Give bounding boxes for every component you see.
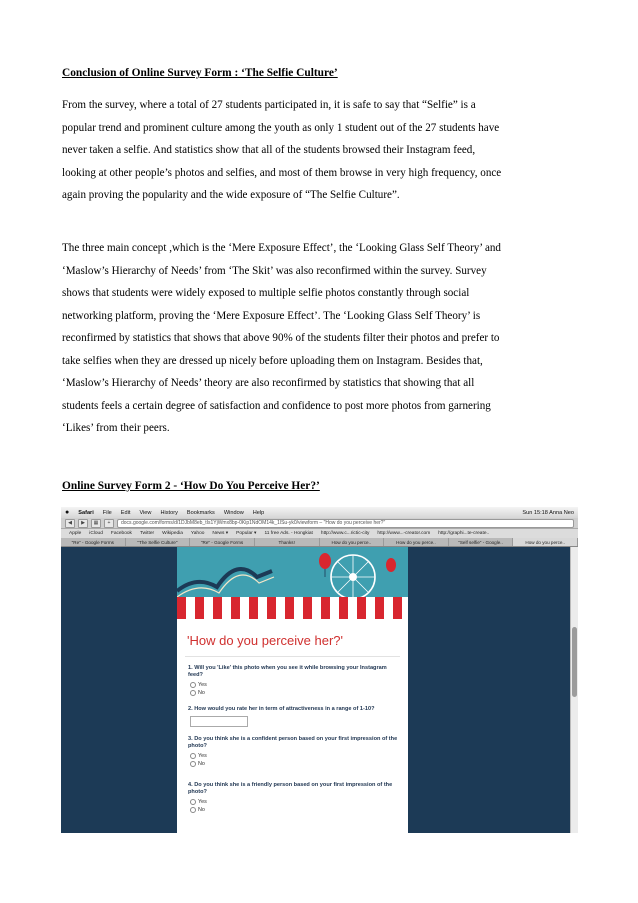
option-label: Yes [198, 799, 207, 805]
text-line: never taken a selfie. And statistics show that all of the students browsed their Instagram feed, [62, 144, 476, 156]
conclusion-paragraph-2 [62, 237, 582, 440]
bookmarks-bar [61, 529, 578, 538]
q1-option-no[interactable] [190, 690, 205, 696]
bookmark-item: 11 free Ads. - Hongkiat [264, 531, 313, 536]
bookmark-item: http://www...-creator.com [377, 531, 431, 536]
divider [185, 656, 400, 657]
menubar-item: History [160, 509, 178, 516]
survey-form-screenshot [61, 507, 578, 833]
bookmark-item: Yahoo [190, 531, 205, 536]
text-line: shows that students were widely exposed to multiple selfie photos constantly through social [62, 287, 470, 299]
back-icon: ◀ [65, 519, 75, 528]
mac-menubar [61, 507, 578, 518]
text-line: networking platform, proving the ‘Mere Exposure Effect’. The ‘Looking Glass Self Theory’ is [62, 309, 481, 322]
menubar-item: File [102, 509, 112, 516]
radio-icon[interactable] [190, 690, 196, 696]
tent-stripes [177, 597, 408, 619]
text-line: ‘Maslow’s Hierarchy of Needs’ theory are also reconfirmed by statistics that showing that all [62, 377, 475, 389]
q4-option-no[interactable] [190, 807, 205, 813]
scrollbar-thumb[interactable] [572, 627, 577, 697]
bookmark-item: Apple [69, 531, 82, 536]
bookmark-item: http://www.c...rictic-city [320, 531, 370, 536]
survey-form-2-heading: Online Survey Form 2 - ‘How Do You Perceive Her?’ [62, 480, 320, 492]
text-line: popular trend and prominent culture among the youth as only 1 student out of the 27 students have [62, 121, 500, 134]
browser-tab: "The Selfie Culture" [126, 538, 191, 546]
scrollbar[interactable] [570, 547, 578, 833]
text-line: students feels a certain degree of satisfaction and confidence to post more photos from garnering [62, 399, 491, 412]
bookmark-item: Popular ▾ [236, 531, 257, 536]
question-4: 4. Do you think she is a friendly person based on your first impression of the photo? [188, 782, 393, 795]
bookmark-item: Wikipedia [162, 531, 183, 536]
option-label: No [198, 807, 205, 813]
bookmark-item: Facebook [110, 531, 132, 536]
menubar-item: Help [252, 509, 265, 516]
browser-tab: "Re" - Google Forms [190, 538, 255, 546]
option-label: No [198, 761, 205, 767]
add-icon: + [104, 519, 114, 528]
menubar-status: Sun 15:18 Anna Neo [522, 509, 574, 516]
browser-tab: How do you perce.. [384, 538, 449, 546]
form-title: 'How do you perceive her?' [187, 633, 343, 648]
browser-viewport [61, 547, 578, 833]
browser-tab: How do you perce.. [320, 538, 385, 546]
option-label: No [198, 690, 205, 696]
browser-toolbar [61, 518, 578, 529]
conclusion-heading: Conclusion of Online Survey Form : ‘The Selfie Culture’ [62, 67, 338, 79]
question-2: 2. How would you rate her in term of attractiveness in a range of 1-10? [188, 706, 375, 712]
apple-icon: ● [65, 509, 70, 516]
text-line: again proving the popularity and the wide exposure of “The Selfie Culture”. [62, 189, 400, 201]
q3-option-yes[interactable] [190, 753, 207, 759]
menubar-item: Edit [120, 509, 131, 516]
option-label: Yes [198, 682, 207, 688]
bookmark-item: Twitter [139, 531, 155, 536]
q3-option-no[interactable] [190, 761, 205, 767]
text-line: From the survey, where a total of 27 students participated in, it is safe to say that “Selfie” is a [62, 99, 476, 111]
carnival-banner [177, 547, 408, 619]
address-bar: docs.google.com/forms/d/1DJbM8eb_tIs1YjWmx8bp-0Kip1NdOM14k_1lSu-yk0/viewform – "How do you perceive her?" [117, 519, 574, 528]
browser-tab: "Self selfie" - Google.. [449, 538, 514, 546]
question-1: 1. Will you 'Like' this photo when you see it while browsing your Instagram feed? [188, 665, 387, 678]
q2-rating-input[interactable] [190, 716, 248, 727]
menubar-item: Bookmarks [186, 509, 215, 516]
text-line: ‘Likes’ from their peers. [62, 422, 170, 434]
text-line: ‘Maslow’s Hierarchy of Needs’ from ‘The Skit’ was also reconfirmed within the survey. Survey [62, 264, 487, 277]
q4-option-yes[interactable] [190, 799, 207, 805]
browser-tab-bar [61, 538, 578, 547]
bookmark-item: http://graphi...te-create.. [438, 531, 490, 536]
sidebar-icon: ▦ [91, 519, 101, 528]
radio-icon[interactable] [190, 799, 196, 805]
menubar-app-name: Safari [78, 509, 94, 516]
question-3: 3. Do you think she is a confident person based on your first impression of the photo? [188, 736, 398, 749]
google-form [177, 619, 408, 833]
forward-icon: ▶ [78, 519, 88, 528]
text-line: take selfies when they are dressed up nicely before uploading them on Instagram. Besides that, [62, 354, 483, 367]
option-label: Yes [198, 753, 207, 759]
text-line: The three main concept ,which is the ‘Mere Exposure Effect’, the ‘Looking Glass Self Theory’ and [62, 242, 501, 254]
conclusion-paragraph-1 [62, 94, 582, 207]
text-line: looking at other people’s photos and selfies, and most of them browse in very high frequency, once [62, 166, 502, 179]
bookmark-item: News ▾ [212, 531, 229, 536]
radio-icon[interactable] [190, 807, 196, 813]
menubar-item: View [139, 509, 152, 516]
radio-icon[interactable] [190, 753, 196, 759]
q1-option-yes[interactable] [190, 682, 207, 688]
bookmark-item: iCloud [89, 531, 103, 536]
browser-tab: Thanks! [255, 538, 320, 546]
menubar-item: Window [223, 509, 244, 516]
browser-tab: "Re" - Google Forms [61, 538, 126, 546]
radio-icon[interactable] [190, 682, 196, 688]
radio-icon[interactable] [190, 761, 196, 767]
browser-tab-active: How do you perce.. [513, 538, 578, 546]
text-line: reconfirmed by statistics that shows that above 90% of the students filter their photos and prefer to [62, 332, 500, 344]
